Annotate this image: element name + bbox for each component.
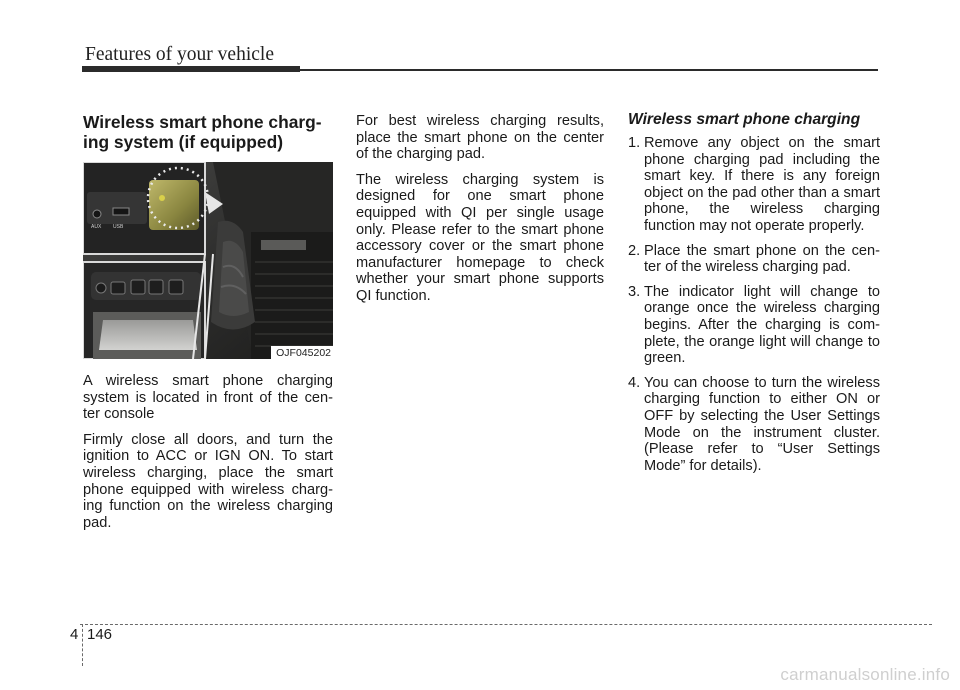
step-text: You can choose to turn the wireless charging function to either ON or OFF by selecting the User Settings Mode on the instrument cluster. (Please refer to “User Settings Mode” for details). (644, 374, 880, 474)
watermark: carmanualsonline.info (780, 665, 950, 684)
paragraph: A wireless smart phone charging system is located in front of the cen-ter console (83, 373, 333, 423)
list-item (628, 135, 880, 235)
paragraph: The wireless charging system is designed for one smart phone equipped with QI per single usage only. Please refer to the smart phone accessory cover or the smart phone manufacturer homepage to check whether your smart phone supports QI function. (356, 171, 604, 304)
step-number: 1. (628, 135, 641, 151)
figure-code: OJF045202 (271, 346, 333, 359)
header-rule-accent (82, 66, 300, 72)
step-text: The indicator light will change to orange once the wireless charging begins. After the charging is com-plete, the orange light will change to green. (644, 283, 880, 367)
footer-rule (80, 624, 932, 625)
step-text: Remove any object on the smart phone charging pad including the smart key. If there is any foreign object on the pad other than a smart phone, the wireless charging function may not operate properly. (644, 135, 880, 234)
console-photo (83, 162, 333, 359)
column-3 (628, 111, 880, 482)
page-header-title: Features of your vehicle (85, 44, 274, 65)
charging-pad (149, 180, 199, 230)
list-item (628, 375, 880, 475)
usb-label: USB (113, 224, 124, 230)
chapter-number: 4 (70, 626, 79, 643)
column-1 (83, 113, 333, 540)
column-2 (356, 113, 604, 314)
list-item (628, 284, 880, 367)
page-number: 146 (87, 626, 113, 643)
charging-pad-figure (83, 162, 333, 359)
step-number: 2. (628, 242, 641, 259)
step-number: 4. (628, 374, 641, 391)
footer-divider (82, 624, 83, 666)
step-text: Place the smart phone on the cen-ter of the wireless charging pad. (644, 242, 880, 276)
paragraph: For best wireless charging results, place the smart phone on the center of the charging pad. (356, 113, 604, 163)
sub-heading: Wireless smart phone charging (628, 111, 861, 128)
steps-list (628, 135, 880, 474)
list-item (628, 243, 880, 276)
aux-label: AUX (91, 224, 102, 230)
section-heading: Wireless smart phone charg- ing system (if equipped) (83, 112, 322, 152)
paragraph: Firmly close all doors, and turn the ignition to ACC or IGN ON. To start wireless charging, place the smart phone equipped with wireless charg-ing function on the wireless charging pad. (83, 431, 333, 531)
step-number: 3. (628, 283, 641, 300)
